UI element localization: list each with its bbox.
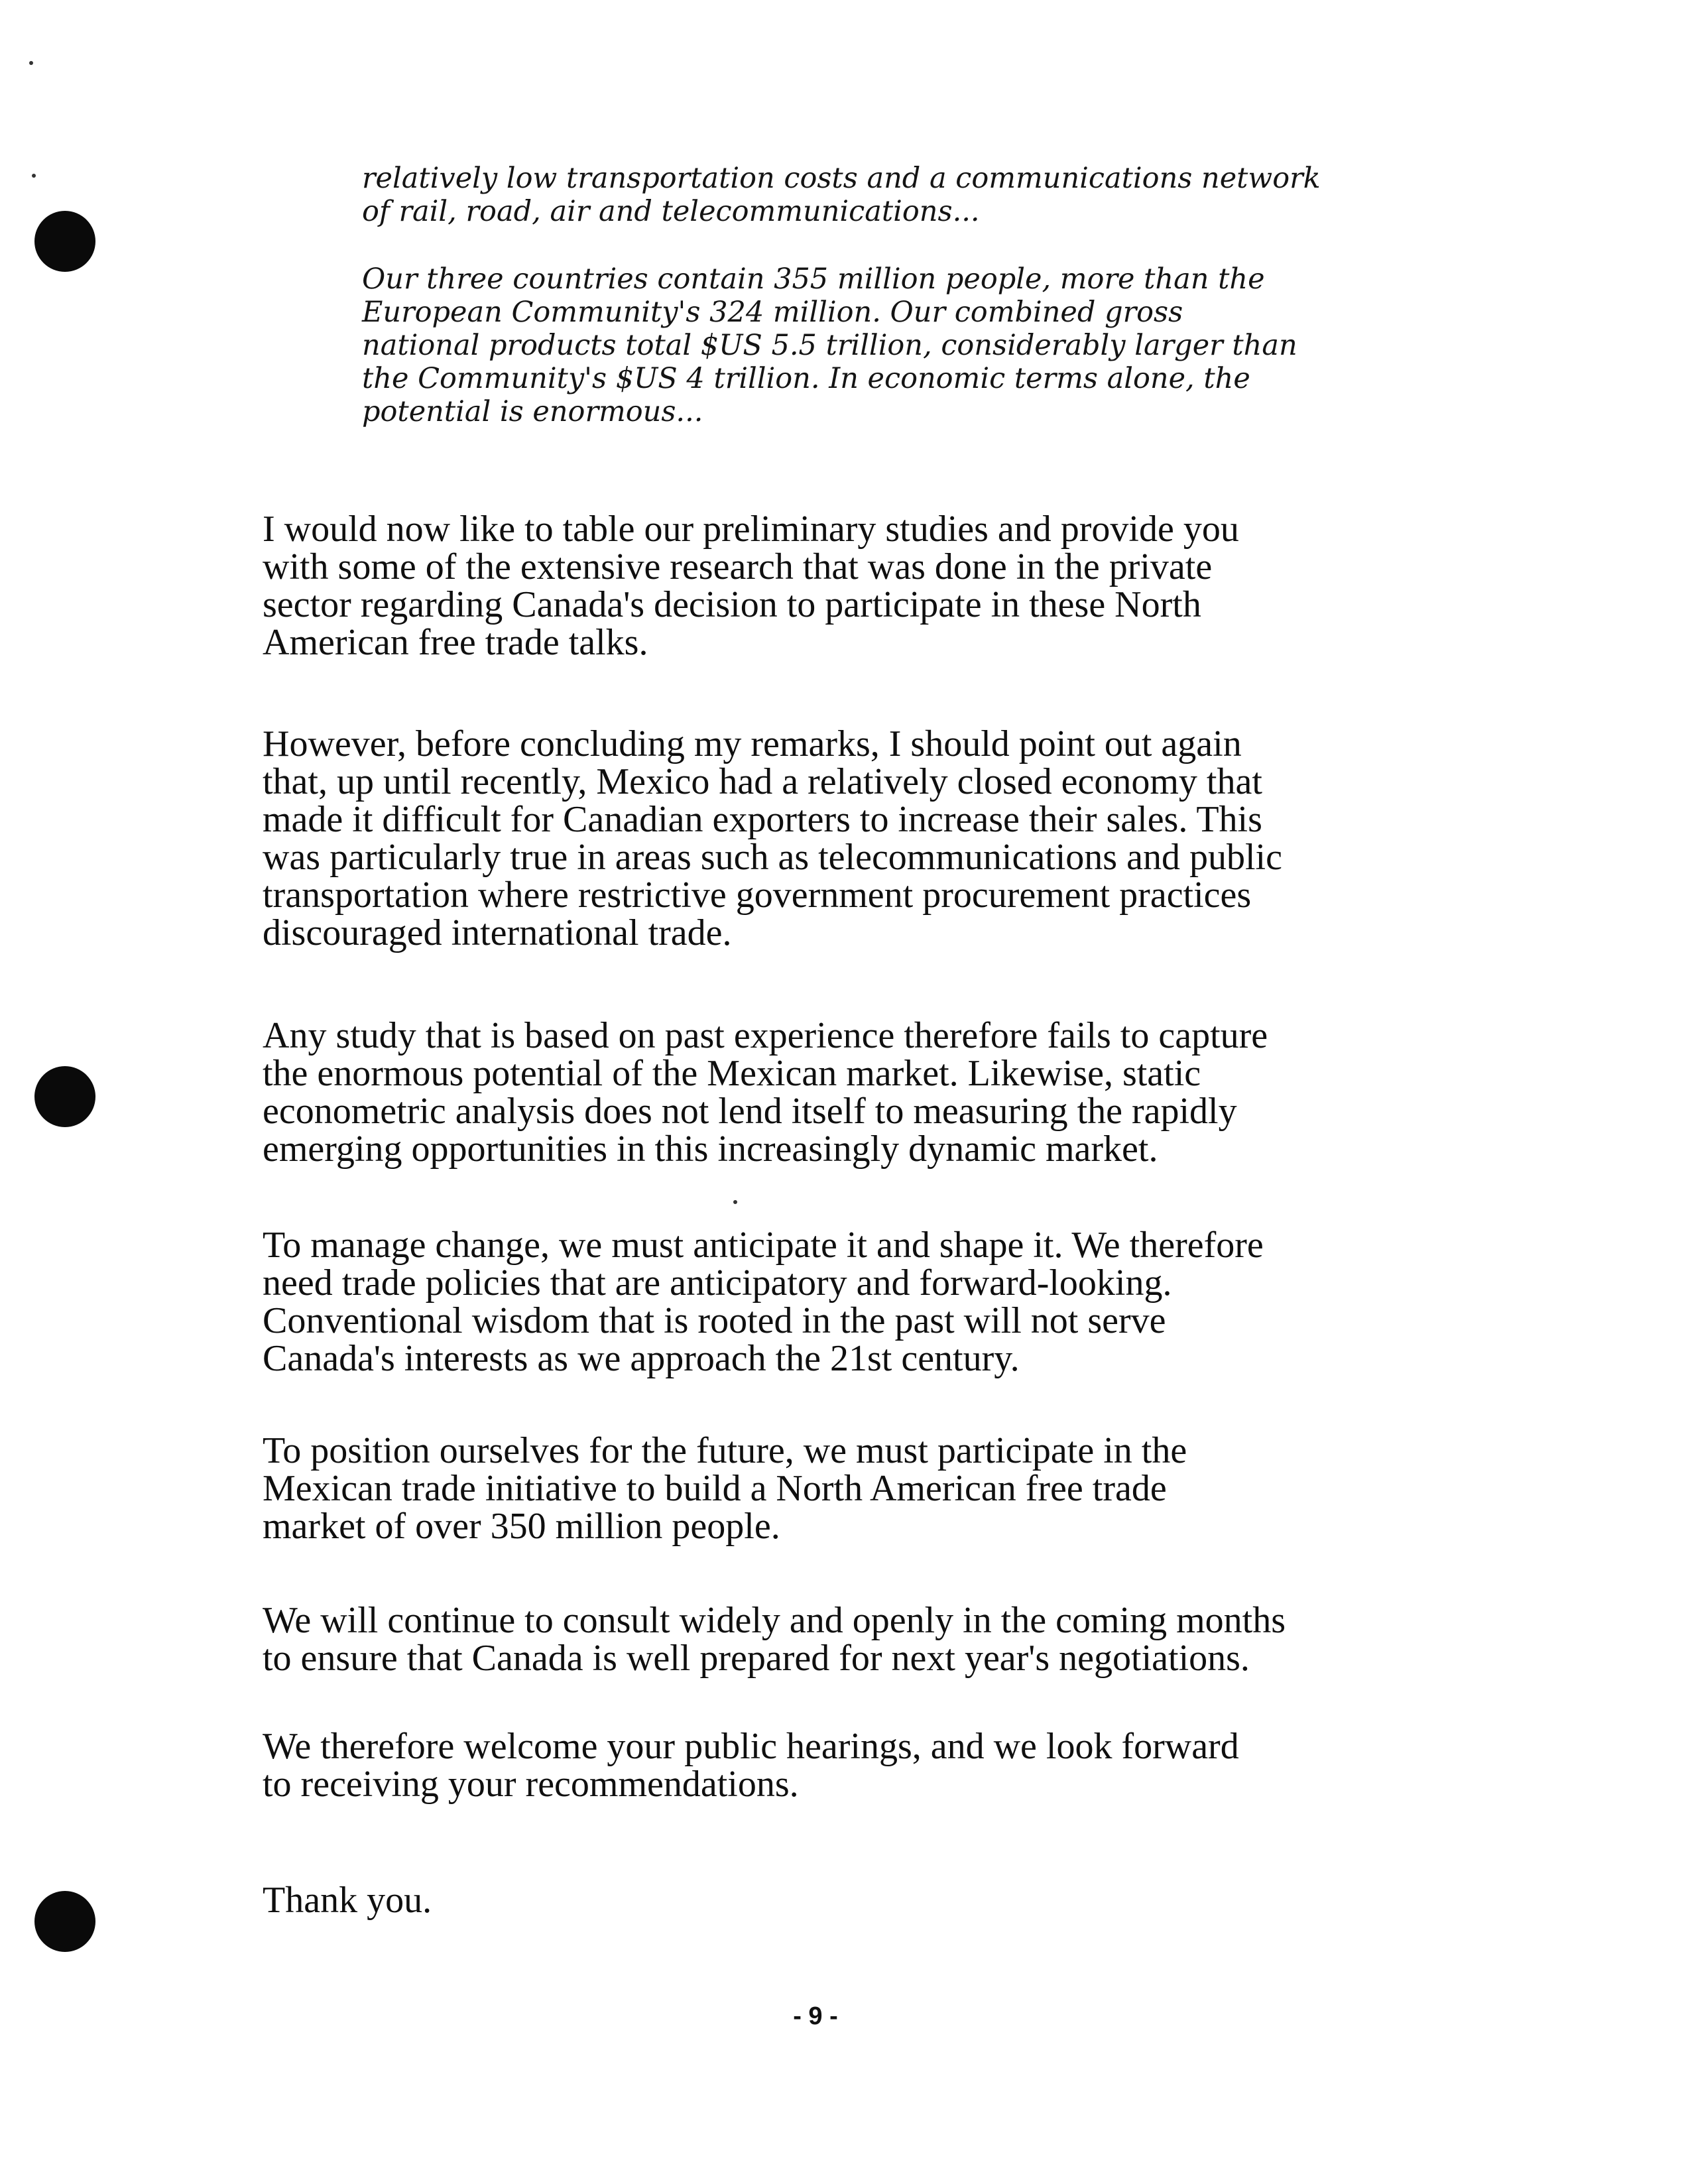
quote-line: European Community's 324 million. Our combined gross bbox=[362, 296, 1183, 329]
paragraph-line: However, before concluding my remarks, I should point out again bbox=[263, 723, 1242, 764]
paragraph-line: We therefore welcome your public hearings, and we look forward bbox=[263, 1726, 1239, 1767]
paragraph-line: Any study that is based on past experience therefore fails to capture bbox=[263, 1015, 1268, 1056]
paragraph-line: Thank you. bbox=[263, 1880, 432, 1921]
paragraph-line: American free trade talks. bbox=[263, 622, 648, 663]
paragraph-line: sector regarding Canada's decision to participate in these North bbox=[263, 584, 1201, 625]
scan-speck bbox=[29, 61, 33, 65]
scan-speck bbox=[32, 174, 36, 178]
paragraph-line: We will continue to consult widely and openly in the coming months bbox=[263, 1600, 1286, 1641]
paragraph-line: I would now like to table our preliminary studies and provide you bbox=[263, 509, 1239, 550]
quote-line: relatively low transportation costs and a communications network bbox=[362, 162, 1321, 195]
paragraph-line: To manage change, we must anticipate it and shape it. We therefore bbox=[263, 1225, 1264, 1266]
paragraph-line: market of over 350 million people. bbox=[263, 1506, 780, 1547]
body-paragraph bbox=[263, 1227, 1356, 1378]
punch-hole bbox=[34, 1891, 95, 1952]
quote-line: national products total $US 5.5 trillion, considerably larger than bbox=[362, 329, 1297, 362]
quote-line: the Community's $US 4 trillion. In economic terms alone, the bbox=[362, 362, 1250, 395]
paragraph-line: the enormous potential of the Mexican market. Likewise, static bbox=[263, 1053, 1201, 1094]
block-quote bbox=[362, 263, 1297, 428]
paragraph-line: discouraged international trade. bbox=[263, 912, 732, 953]
paragraph-line: made it difficult for Canadian exporters to increase their sales. This bbox=[263, 799, 1262, 840]
page-number: - 9 - bbox=[793, 2002, 838, 2030]
body-paragraph bbox=[263, 511, 1356, 662]
paragraph-line: that, up until recently, Mexico had a relatively closed economy that bbox=[263, 761, 1262, 802]
scan-speck bbox=[733, 1200, 737, 1204]
quote-line: of rail, road, air and telecommunications... bbox=[362, 195, 980, 228]
punch-hole bbox=[34, 1066, 95, 1127]
paragraph-line: to ensure that Canada is well prepared for next year's negotiations. bbox=[263, 1638, 1250, 1679]
paragraph-line: emerging opportunities in this increasingly dynamic market. bbox=[263, 1128, 1158, 1170]
closing-line bbox=[263, 1882, 1356, 1919]
body-paragraph bbox=[263, 1432, 1356, 1546]
paragraph-line: to receiving your recommendations. bbox=[263, 1764, 799, 1805]
body-paragraph bbox=[263, 1728, 1356, 1803]
paragraph-line: with some of the extensive research that was done in the private bbox=[263, 546, 1213, 587]
paragraph-line: need trade policies that are anticipatory and forward-looking. bbox=[263, 1262, 1172, 1304]
paragraph-line: To position ourselves for the future, we must participate in the bbox=[263, 1430, 1187, 1471]
paragraph-line: Canada's interests as we approach the 21st century. bbox=[263, 1338, 1020, 1379]
paragraph-line: Mexican trade initiative to build a North American free trade bbox=[263, 1468, 1167, 1509]
paragraph-line: Conventional wisdom that is rooted in the past will not serve bbox=[263, 1300, 1166, 1341]
quote-line: Our three countries contain 355 million people, more than the bbox=[362, 263, 1265, 296]
punch-hole bbox=[34, 211, 95, 272]
paragraph-line: econometric analysis does not lend itself to measuring the rapidly bbox=[263, 1091, 1237, 1132]
paragraph-line: was particularly true in areas such as telecommunications and public bbox=[263, 837, 1282, 878]
paragraph-line: transportation where restrictive government procurement practices bbox=[263, 875, 1252, 916]
body-paragraph bbox=[263, 1017, 1356, 1168]
body-paragraph bbox=[263, 1602, 1356, 1677]
quote-line: potential is enormous... bbox=[362, 395, 703, 428]
block-quote bbox=[362, 162, 1321, 228]
body-paragraph bbox=[263, 725, 1356, 952]
